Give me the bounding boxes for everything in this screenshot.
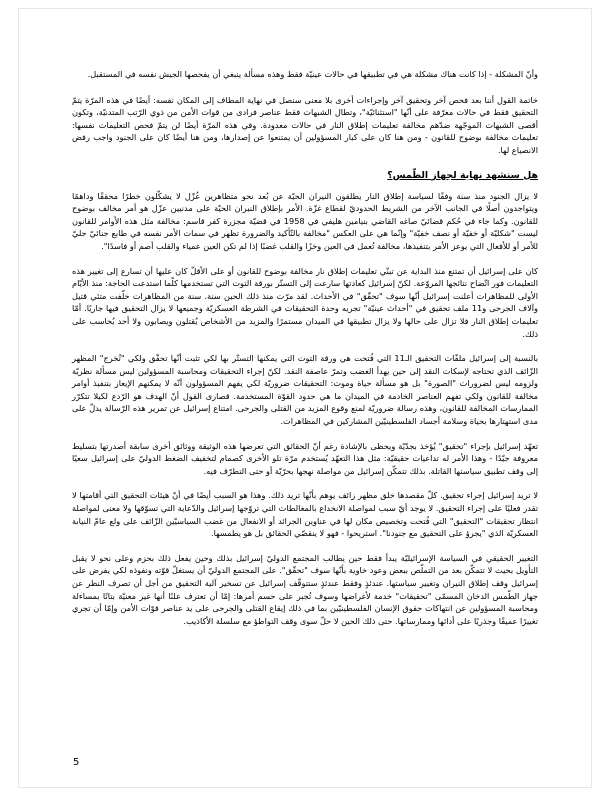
paragraph-1: وأنّ المشكلة - إذا كانت هناك مشكلة هي في تطبيقها في حالات عينيّة فقط وهذه مسألة ينبغي أن يفحصها الجيش نفسه في المستقبل. [87,69,538,79]
page-number: 5 [73,757,80,768]
paragraph-5: بالنسبة إلى إسرائيل ملفّات التحقيق الـ11 التي فُتحت هي ورقة التوت التي يمكنها التستّر بها لكي تثبت أنّها تحقّق ولكي "تُخرج" المظهر الزّائف الذي تحتاجه لإسكات النقد إلى حين يهدأ الغضب وتمرّ عاصفة النقد. لكنّ إجراء التحقيقات ومحاسبة المسؤولين ليس مسألة نظريّة ولزومه ليس لضرورات "الصورة" بل هو مسألة حياة وموت: التحقيقات ضروريّة لكي يفهم المسؤولون أنّه لا يمكنهم الإيعاز بتنفيذ أوامر مخالفة للقانون ولكي تفهم العناصر الخادمة في الميدان ما هي حدود القوّة المستخدمة. قصارى القول أنّ الهدف هو الرّدع لكيلا تتكرّر الممارسات المخالفة للقانون، وهذه رسالة ضروريّة لمنع وقوع المزيد من القتلى والجرحى. امتناع إسرائيل عن تمرير هذه الرّسالة يدلّ على مدى استهتارها بحياة وسلامة أجساد الفلسطينيّين المشاركين في المظاهرات. [72,353,538,427]
paragraph-3: لا يزال الجنود منذ سنة وفقًا لسياسة إطلاق النار يطلقون النيران الحيّة عن بُعد نحو متظاهرين عُزّل لا يشكّلون خطرًا محققًا وداهمًا ويتواجدون أصلًا في الجانب الآخر من الشريط الحدوديّ لقطاع غزّة. الأمر بإطلاق النيران الحيّة على مدنيين عزّل هو أمر مخالف بوضوح للقانون. وكما جاء في حُكم قضائيّ صاغه القاضي بنيامين هليفي في 1958 في قضيّة مجزرة كفر قاسم: مخالفة مثل هذه الأوامر للقانون ليست "شكليّة أو خفيّة أو نصف خفيّة" وإنّما هي على العكس "مخالفة بالتّأكيد والضرورة تظهر في سمات الأمر نفسه في طابع جنائيّ جليّ للأمر أو للأفعال التي يوعز الأمر بتنفيذها، مخالفة تُعمل في العين وخزًا والقلب غضبًا إذا لم تكن العين عمياء والقلب أصم أو فاسدًا". [72,190,538,251]
document-body [72,68,538,639]
paragraph-2: خاتمة القول أننا بعد فحص آخر وتحقيق آخر وإجراءات أخرى بلا معنى سنصل في نهاية المطاف إلى المكان نفسه: أيضًا في هذه المرّة يتمّ التحقيق فقط في حالات معرّفة على أنّها "استثنائيّة"، وتطال الشبهات فقط عناصر فرادى من قوات الأمن من ذوي الرّتب المتدنيّة، وتكون أقصى الشبهات الموجّهة ضدّهم مخالفة تعليمات إطلاق النار في حالات معدودة. وفي هذه المرّة أيضًا لن يتمّ فحص التعليمات نفسها: تعليمات مخالفة بوضوح للقانون - ومن هنا كان على كبار المسؤولين أن يمتنعوا عن إصدارها، ومن هنا أيضًا كان على الجنود واجب رفض الانصياع لها. [72,94,538,155]
paragraph-6: تعهّد إسرائيل بإجراء "تحقيق" يُؤخذ بجدّيّة ويحظى بالإشادة رغم أنّ الحقائق التي تعرضها هذه الوثيقة ووثائق أخرى سابقة أصدرتها بتسليط معروفة جيّدًا - وهذا الأمر له تداعيات حقيقيّة: مثل هذا التعهّد يُستخدم مرّة تلو الأخرى كصمام لتخفيف الضغط الدوليّ على إسرائيل سعيًا إلى وقف تطبيق سياستها القاتلة. بذلك تتمكّن إسرائيل من مواصلة نهجها بحرّيّة أو حتى التطرّف فيه. [72,440,538,476]
paragraph-4: كان على إسرائيل أن تمتنع منذ البداية عن تبنّي تعليمات إطلاق نار مخالفة بوضوح للقانون أو على الأقلّ كان عليها أن تسارع إلى تغيير هذه التعليمات فور اتّضاح نتائجها المروّعة. لكنّ إسرائيل كعادتها سارعت إلى التستّر بورقة التوت التي تستخدمها كلّما استدعت الحاجة: منذ الأيّام الأولى للمظاهرات أعلنت إسرائيل أنّها سوف "تحقّق" في الأحداث. لقد مرّت منذ ذلك الحين سنة. سنة من المظاهرات خلّفت متئي قتيل وآلاف الجرحى و11 ملف تحقيق في "أحداث عينيّة" تجريه وحدة التحقيقات في الشرطة العسكريّة وجميعها لا يزال التحقيق فيها جاريًا. أمّا تعليمات إطلاق النار فلا تزال على حالها ولا يزال تطبيقها في الميدان مستمرًا والمزيد من الأشخاص يُقتلون ويصابون ولا أحد يُحاسب على ذلك. [72,265,538,339]
section-heading: هل سنشهد نهاية لجهاز الطّمس؟ [387,169,538,181]
paragraph-8: التغيير الحقيقي في السياسة الإسرائيليّة يبدأ فقط حين يطالب المجتمع الدوليّ إسرائيل بذلك وحين يفعل ذلك بحزم وعلى نحو لا يقبل التأويل بحيث لا تتمكّن بعد من التملّص ببعض وعود خاوية بأنّها سوف "تحقّق". على المجتمع الدوليّ أن يستغلّ قوّته ونفوذه لكي يفرض على إسرائيل وقف إطلاق النيران وتغيير سياستها. عندئذٍ وفقط عندئذٍ ستتوقّف إسرائيل عن تسخير آلية التحقيق من أجل أن تصرف النظر عن جهاز الطّمس الدخان المسمّى "تحقيقات" خدمة لأغراضها وسوف تُجبر على حسم أمرها: إمّا أن تعترف علنًا أنها غير معنيّة بتاتًا بمساءلة ومحاسبة المسؤولين عن انتهاكات حقوق الإنسان الفلسطينيّين بما في ذلك إيقاع القتلى والجرحى على يد عناصر قوّات الأمن وإمّا أن تجري تغييرًا عميقًا وجذريًا على أدائها وممارساتها. حتى ذلك الحين لا حلّ سوى وقف التواطؤ مع سلسلة الأكاذيب. [72,552,538,626]
paragraph-7: لا تريد إسرائيل إجراء تحقيق. كلّ مقصدها خلق مظهر زائف يوهم بأنّها تريد ذلك. وهذا هو السبب أيضًا في أنّ هيئات التحقيق التي أقامتها لا تقدر فعليًا على إجراء التحقيق. لا يوجد أيّ سبب لمواصلة الانخداع بالمغالطات التي تروّجها إسرائيل والدّعاية التي تسوّقها ولا معنى لمواصلة انتظار تحقيقات "التحقيق" التي فُتحت وتخصيص مكان لها في عناوين الجرائد أو الانفعال من غضب السياسيّين الزّائف على ولع عامّ النيابة العسكريّة الذي "يجرؤ على التحقيق مع جنودنا". استريحوا - فهو لا ينقصّي الحقائق بل هو يطمسها. [72,490,538,539]
